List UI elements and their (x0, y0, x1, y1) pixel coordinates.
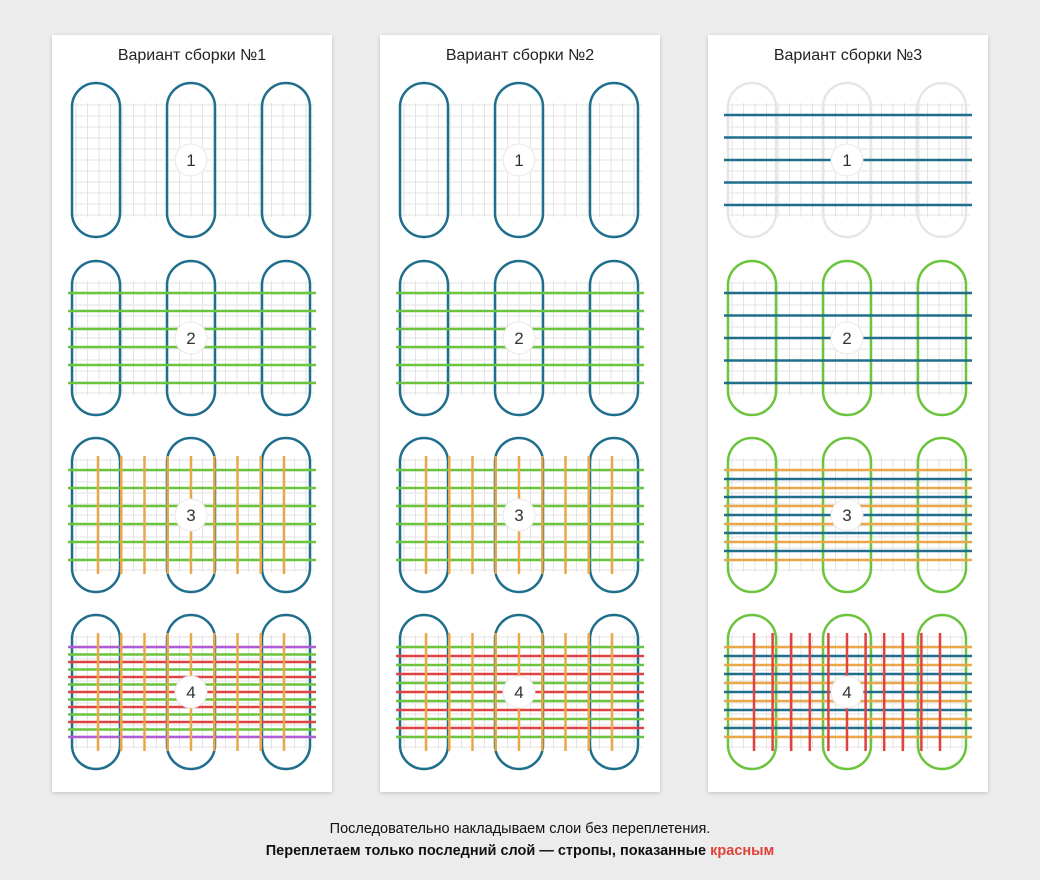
variant-panel-3 (708, 35, 988, 792)
caption-highlight: красным (710, 843, 775, 859)
caption (0, 818, 1040, 862)
step-number: 1 (514, 151, 524, 170)
variant-diagram (380, 35, 660, 792)
step-number: 2 (514, 329, 524, 348)
step-number: 2 (842, 329, 852, 348)
step-number: 3 (514, 506, 524, 525)
step-number: 1 (186, 151, 196, 170)
assembly-step (68, 261, 316, 415)
assembly-step (70, 83, 314, 237)
assembly-step (68, 438, 316, 592)
assembly-step (724, 438, 972, 592)
step-number: 3 (842, 506, 852, 525)
step-number: 2 (186, 329, 196, 348)
variant-title: Вариант сборки №1 (117, 47, 267, 64)
variant-diagram (52, 35, 332, 792)
variant-panel-1 (52, 35, 332, 792)
variant-title: Вариант сборки №3 (773, 47, 923, 64)
assembly-step (724, 83, 972, 237)
variant-diagram (708, 35, 988, 792)
step-number: 4 (514, 683, 524, 702)
assembly-step (398, 83, 642, 237)
assembly-step (396, 615, 644, 769)
caption-line-2-text: Переплетаем только последний слой — стропы, показанные (265, 843, 711, 859)
step-number: 1 (842, 151, 852, 170)
caption-line-1: Последовательно накладываем слои без переплетения. (329, 821, 711, 837)
assembly-step (724, 615, 972, 769)
caption-line-2 (0, 840, 1040, 862)
variant-panel-2 (380, 35, 660, 792)
assembly-step (396, 261, 644, 415)
variant-title: Вариант сборки №2 (445, 47, 595, 64)
assembly-step (68, 615, 316, 769)
assembly-step (724, 261, 972, 415)
step-number: 3 (186, 506, 196, 525)
step-number: 4 (842, 683, 852, 702)
assembly-step (396, 438, 644, 592)
step-number: 4 (186, 683, 196, 702)
